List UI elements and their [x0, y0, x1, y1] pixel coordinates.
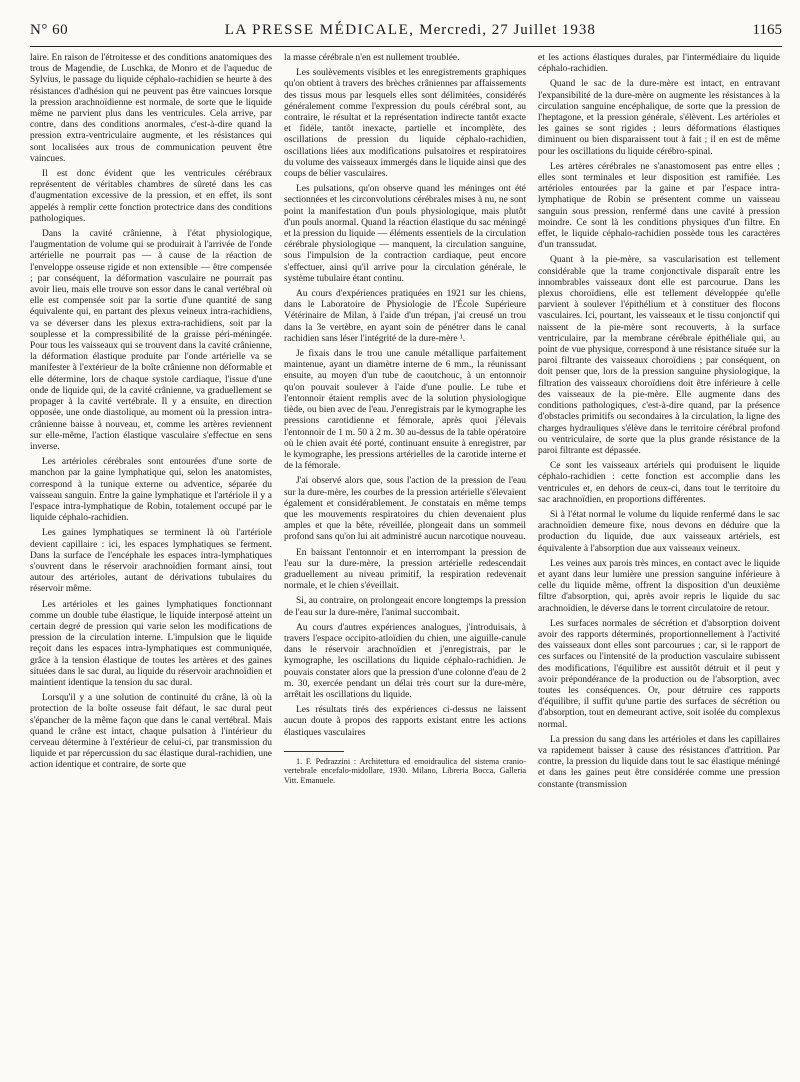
- journal-title: LA PRESSE MÉDICALE,: [224, 22, 415, 38]
- paragraph: Lorsqu'il y a une solution de continuité du crâne, là où la protection de la boîte osseuse fait défaut, le sac dural peut s'épancher de la même façon que dans le canal vertébral. Mais quand le crâne est intact, chaque pulsation à l'intérieur du cerveau détermine à l'extérieur de celui-ci, par transmission du liquide et par répercussion du sac élastique dural-rachidien, une action identique et contraire, de sorte que: [30, 693, 272, 771]
- paragraph: Dans la cavité crânienne, à l'état physiologique, l'augmentation de volume qui se produirait à l'arrivée de l'onde artérielle ne pourrait pas — à cause de la réaction de l'enveloppe osseuse rigide et non extensible — être compensée ; par conséquent, la déformation vasculaire ne pourrait pas avoir lieu, mais elle trouve son essor dans le canal vertébral où elle est compensée soit par la sortie d'une quantité de sang équivalente qui, en partant des plexus veineux intra-rachidiens, va se déverser dans les plexus extra-rachidiens, soit par la souplesse et la compressibilité de la graisse péri-méningée. Pour tous les vaisseaux qui se trouvent dans la cavité crânienne, la déformation élastique produite par l'onde artérielle va se manifester à l'extérieur de la boîte crânienne non déformable et elle détermine, lors de chaque systole cardiaque, l'issue d'une onde de liquide qui, de la cavité crânienne, va graduellement se propager à la cavité vertébrale. Il y a ensuite, en direction opposée, une onde diastolique, au moment où la pression intra-crânienne baisse à nouveau, et, comme les artères reviennent sur elle-même, l'action élastique vasculaire s'effectue en sens inverse.: [30, 229, 272, 452]
- column-2: [284, 53, 526, 795]
- paragraph: Les veines aux parois très minces, en contact avec le liquide et ayant dans leur lumière une pression sanguine inférieure à celle du liquide même, offrent la disposition d'un deuxième filtre d'absorption, qui, après avoir repris le liquide du sac arachnoïdien, le déverse dans le torrent circulatoire de retour.: [538, 558, 780, 614]
- article-columns: [30, 53, 782, 795]
- footnote: 1. F. Pedrazzini : Architettura ed emoidraulica del sistema cranio-vertebrale encefalo-midollare, 1930. Milano, Libreria Bocca, Galleria Vitt. Emanuele.: [284, 756, 526, 785]
- paragraph: Les pulsations, qu'on observe quand les méninges ont été sectionnées et les circonvolutions cérébrales mises à nu, ne sont point la manifestation d'un pouls physiologique, mais plutôt d'un pouls anormal. Quand la réaction élastique du sac méningé et la pression du liquide — éléments essentiels de la circulation cérébrale physiologique — manquent, la circulation sanguine, sous l'impulsion de la contraction cardiaque, peut encore s'effectuer, ainsi qu'il arrive pour la circulation générale, le système tubulaire étant continu.: [284, 184, 526, 284]
- paragraph: Quant à la pie-mère, sa vascularisation est tellement considérable que la trame conjonctivale disparaît entre les innombrables vaisseaux dont elle est parcourue. Dans les plexus choroïdiens, elle est tellement développée qu'elle parvient à soulever l'épithélium et à constituer des flocons vasculaires. Ici, pourtant, les vaisseaux et le tissu conjonctif qui naissent de la pie-mère sont recouverts, à la surface ventriculaire, par la membrane cérébrale épithéliale qui, au point de vue physique, correspond à une résistance située sur la paroi filtrante des vaisseaux choroïdiens ; par conséquent, on doit penser que, lors de la pression sanguine physiologique, la filtration des vaisseaux choroïdiens doit être inférieure à celle des vaisseaux de la pie-mère. Elle augmente dans des conditions pathologiques, c'est-à-dire quand, par la présence d'obstacles primitifs ou secondaires à la circulation, la ligne des charges hydrauliques s'élève dans le territoire cérébral profond ou ventriculaire, de sorte que la plus grande résistance de la paroi filtrante est dépassée.: [538, 255, 780, 456]
- paragraph: Il est donc évident que les ventricules cérébraux représentent de véritables chambres de sûreté dans les cas d'augmentation excessive de la pression, et en effet, ils sont appelés à remplir cette fonction protectrice dans des conditions pathologiques.: [30, 169, 272, 224]
- page-number: 1165: [752, 22, 782, 38]
- column-1: [30, 53, 272, 795]
- paragraph: Au cours d'autres expériences analogues, j'introduisais, à travers l'espace occipito-atloïdien du chien, une aiguille-canule dans le réservoir arachnoïdien et j'enregistrais, par le kymographe, les oscillations du liquide céphalo-rachidien. Je pouvais constater alors que la pression d'une colonne d'eau de 2 m. 30, exercée pendant un délai très court sur la dure-mère, arrêtait les oscillations du liquide.: [284, 622, 526, 700]
- paragraph: Ce sont les vaisseaux artériels qui produisent le liquide céphalo-rachidien : cette fonction est accomplie dans les ventricules et, en dehors de ceux-ci, dans tout le territoire du sac arachnoïdien, en proportions différentes.: [538, 461, 780, 505]
- paragraph: Les artérioles et les gaines lymphatiques fonctionnant comme un double tube élastique, le liquide interposé atteint un certain degré de pression qui varie selon les modifications de pression de la circulation interne. L'impulsion que le liquide reçoit dans les espaces intra-lymphatiques est communiquée, grâce à la tension élastique de toutes les artères et des gaines situées dans le sac dural, au liquide du réservoir arachnoïdien et maintient identique la tension du sac dural.: [30, 599, 272, 688]
- paragraph: Je fixais dans le trou une canule métallique parfaitement maintenue, ayant un diamètre interne de 6 mm., la réunissant ensuite, au moyen d'un tube de caoutchouc, à un entonnoir qu'on pouvait soulever à l'aide d'une poulie. Le tube et l'entonnoir étaient remplis avec de la solution physiologique tiède, ou bien avec de l'eau. J'enregistrais par le kymographe les pressions carotidienne et fémorale, après quoi j'élevais l'entonnoir de 1 m. 50 à 2 m. 30 au-dessus de la table opératoire où le chien avait été porté, continuant ensuite à enregistrer, par le kymographe, les pressions artérielles de la carotide interne et de la fémorale.: [284, 349, 526, 472]
- paragraph: Les artérioles cérébrales sont entourées d'une sorte de manchon par la gaine lymphatique qui, selon les anatomistes, correspond à la tunique externe ou adventice, séparée du vaisseau sanguin. Entre la gaine lymphatique et l'artériole il y a l'espace intra-lymphatique de Robin, totalement occupé par le liquide céphalo-rachidien.: [30, 457, 272, 524]
- header-rule: [30, 46, 782, 47]
- paragraph: Si à l'état normal le volume du liquide renfermé dans le sac arachnoïdien demeure fixe, nous devons en déduire que la production du liquide, due aux vaisseaux artériels, est équivalente à l'absorption due aux vaisseaux veineux.: [538, 509, 780, 554]
- issue-number: N° 60: [30, 22, 69, 38]
- paragraph: Les gaines lymphatiques se terminent là où l'artériole devient capillaire : ici, les espaces lymphatiques se ferment. Dans la surface de l'encéphale les espaces intra-lymphatiques s'ouvrent dans le réservoir arachnoïdien formant ainsi, tout autour des artérioles, autant de dérivations tubulaires du réservoir même.: [30, 528, 272, 595]
- paragraph: Les résultats tirés des expériences ci-dessus ne laissent aucun doute à propos des rapports existant entre les actions élastiques vasculaires: [284, 705, 526, 738]
- paragraph: La pression du sang dans les artérioles et dans les capillaires va rapidement baisser à cause des résistances d'attrition. Par contre, la pression du liquide dans tout le sac élastique méningé et dans les gaines peut être considérée comme une pression constante (transmission: [538, 734, 780, 790]
- paragraph: Quand le sac de la dure-mère est intact, en entravant l'expansibilité de la dure-mère on augmente les résistances à la circulation sanguine encéphalique, de sorte que la pression de l'heptagone, et la pression générale, s'élèvent. Les artérioles et les gaines se sont rigides ; leurs déformations élastiques diminuent ou bien disparaissent tout à fait ; il en est de même pour les oscillations du liquide cérébro-spinal.: [538, 79, 780, 157]
- issue-date: Mercredi, 27 Juillet 1938: [419, 22, 596, 38]
- paragraph: Les artères cérébrales ne s'anastomosent pas entre elles ; elles sont terminales et leur disposition est ramifiée. Les artérioles entourées par la gaine et par l'espace intra-lymphatique de Robin se présentent comme un vaisseau sanguin sous pression, renfermé dans une cavité à pression moindre. Ce sont là les conditions physiques d'un filtre. En effet, le liquide céphalo-rachidien possède tous les caractères d'un transsudat.: [538, 161, 780, 251]
- paragraph: En baissant l'entonnoir et en interrompant la pression de l'eau sur la dure-mère, la pression artérielle redescendait graduellement au niveau primitif, la respiration redevenait normale, et le chien s'éveillait.: [284, 547, 526, 592]
- paragraph: la masse cérébrale n'en est nullement troublée.: [284, 53, 460, 63]
- footnote-rule: [284, 751, 344, 752]
- paragraph: et les actions élastiques durales, par l'intermédiaire du liquide céphalo-rachidien.: [538, 53, 780, 75]
- paragraph: J'ai observé alors que, sous l'action de la pression de l'eau sur la dure-mère, les courbes de la pression artérielle s'élevaient également et considérablement. Je constatais en même temps que les mouvements respiratoires du chien devenaient plus amples et que la bête, réveillée, plongeait dans un sommeil profond sans qu'on lui ait administré aucun narcotique nouveau.: [284, 476, 526, 543]
- masthead: [225, 22, 596, 39]
- page-header: [30, 22, 782, 42]
- paragraph: Au cours d'expériences pratiquées en 1921 sur les chiens, dans le Laboratoire de Physiologie de l'École Supérieure Vétérinaire de Milan, à l'aide d'un trépan, j'ai creusé un trou dans la 3e vertèbre, en ayant soin de pénétrer dans le canal rachidien sans léser l'intégrité de la dure-mère ¹.: [284, 289, 526, 344]
- paragraph: Les soulèvements visibles et les enregistrements graphiques qu'on obtient à travers des brèches crâniennes par affaissements des tissus mous par lesquels elles sont délimitées, considérés généralement comme l'expression du pouls cérébral sont, au contraire, le résultat et la représentation indirecte tantôt exacte et fidèle, tantôt inexacte, partielle et incomplète, des oscillations de pression du liquide céphalo-rachidien, oscillations liées aux modifications pulsatoires et respiratoires du volume des vaisseaux immergés dans le liquide ainsi que des coups de bélier vasculaires.: [284, 68, 527, 180]
- paragraph: Si, au contraire, on prolongeait encore longtemps la pression de l'eau sur la dure-mère, l'animal succombait.: [284, 596, 526, 618]
- paragraph: laire. En raison de l'étroitesse et des conditions anatomiques des trous de Magendie, de Luschka, de Monro et de l'aqueduc de Sylvius, le passage du liquide céphalo-rachidien se heurte à des résistances d'adhésion qui ne peuvent pas être vaincues lorsque la pression arachnoïdienne est normale, de sorte que le liquide même ne parvient plus dans les ventricules. Cela arrive, par contre, dans des conditions anormales, c'est-à-dire quand la pression extra-ventriculaire augmente, et les résistances qui sont localisées aux trous de communication peuvent être vaincues.: [30, 53, 272, 164]
- paragraph: Les surfaces normales de sécrétion et d'absorption doivent avoir des rapports déterminés, proportionnellement à l'activité des vaisseaux dont elles sont parcourues ; car, si le rapport de ces surfaces ou l'intensité de la production vasculaire subissent des modifications, l'équilibre est aussitôt détruit et il peut y avoir prépondérance de la production ou de l'absorption, avec toutes les conséquences. Or, pour détruire ces rapports d'équilibre, il suffit qu'une partie des surfaces de sécrétion ou d'absorption, tout en demeurant active, soit isolée du complexus normal.: [538, 618, 780, 730]
- column-3: [538, 53, 780, 795]
